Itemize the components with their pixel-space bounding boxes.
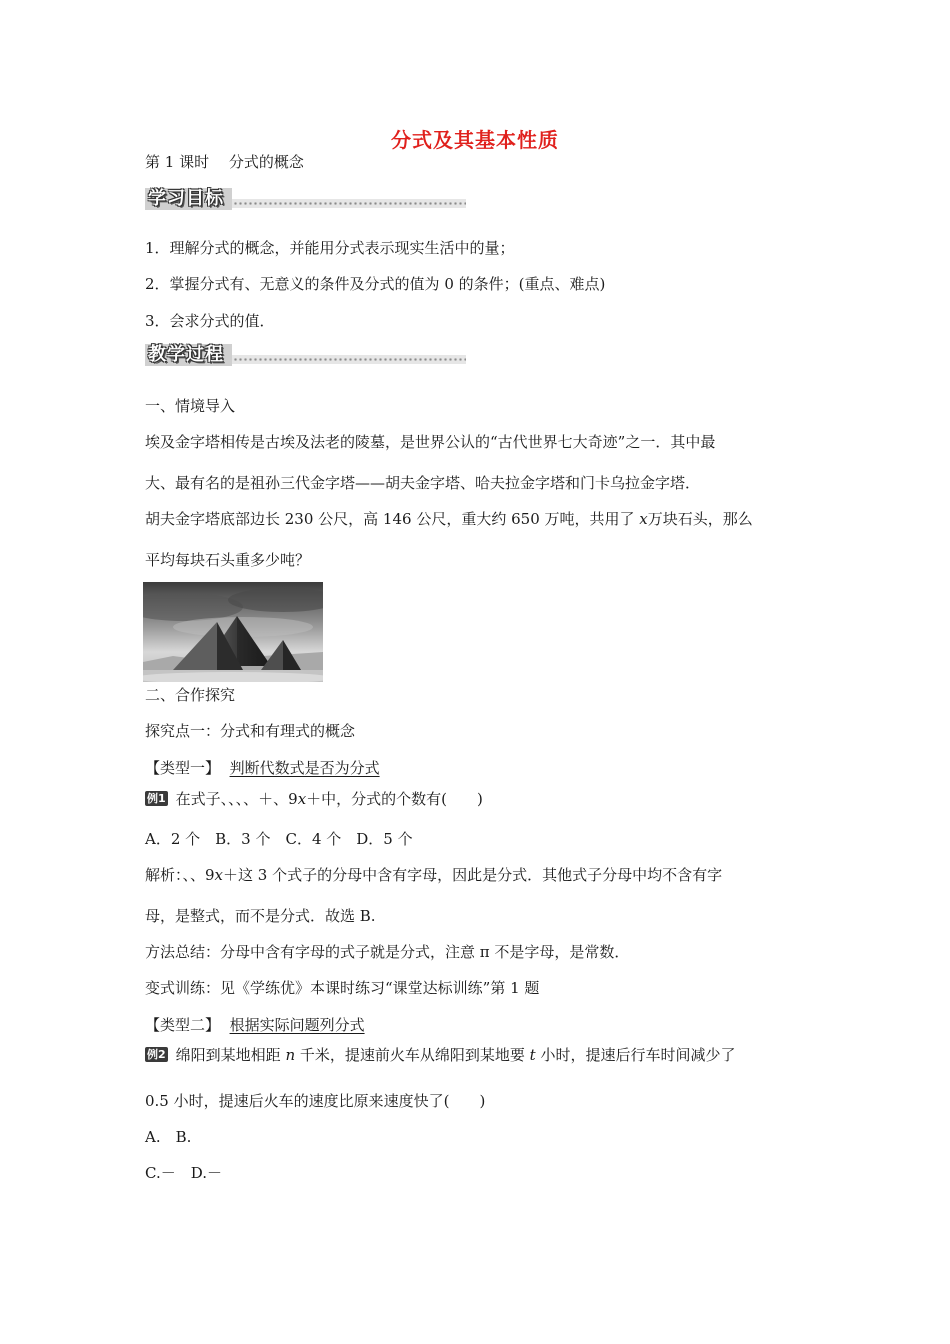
- part2-heading: 二、合作探究: [145, 686, 236, 704]
- pyramids-photo: [143, 582, 323, 682]
- example-2-options-cd: C.－ D.－: [145, 1164, 222, 1182]
- text-run: 万块石头，那么: [647, 510, 753, 528]
- paragraph-line: 埃及金字塔相传是古埃及法老的陵墓，是世界公认的“古代世界七大奇迹”之一．其中最: [145, 433, 716, 451]
- analysis-line-1: [145, 865, 722, 885]
- method-summary: 方法总结：分母中含有字母的式子就是分式，注意 π 不是字母，是常数．: [145, 943, 630, 961]
- banner-label: 教学过程: [145, 344, 232, 366]
- variant-training: 变式训练：见《学练优》本课时练习“课堂达标训练”第 1 题: [145, 979, 540, 997]
- type-title: 判断代数式是否为分式: [229, 759, 380, 777]
- paragraph-line: 大、最有名的是祖孙三代金字塔——胡夫金字塔、哈夫拉金字塔和门卡乌拉金字塔．: [145, 474, 701, 492]
- paragraph-line: 平均每块石头重多少吨？: [145, 551, 311, 569]
- paragraph-line: [145, 509, 753, 529]
- example-2-question: [145, 1045, 735, 1065]
- explore-point-1: 探究点一：分式和有理式的概念: [145, 722, 356, 740]
- type-prefix: 【类型一】: [145, 759, 221, 777]
- type-1-heading: [145, 758, 380, 778]
- example-badge: 例2: [147, 1048, 166, 1061]
- text-run: ＋中，分式的个数有( ): [306, 790, 483, 808]
- example-1-options: A．2 个 B．3 个 C．4 个 D．5 个: [145, 830, 413, 848]
- text-run: 胡夫金字塔底部边长 230 公尺，高 146 公尺，重大约 650 万吨，共用了: [145, 510, 640, 528]
- text-run: 千米，提速前火车从绵阳到某地要: [295, 1046, 530, 1064]
- section-banner-goals: [145, 188, 466, 210]
- goal-item-2: 2．掌握分式有、无意义的条件及分式的值为 0 的条件；(重点、难点): [145, 275, 606, 293]
- example-badge: 例1: [147, 792, 166, 805]
- math-variable: x: [297, 790, 307, 808]
- type-2-heading: [145, 1015, 365, 1035]
- analysis-line-2: 母，是整式，而不是分式．故选 B.: [145, 907, 376, 925]
- goal-item-3: 3．会求分式的值．: [145, 312, 275, 330]
- math-variable: x: [214, 866, 224, 884]
- text-run: 小时，提速后行车时间减少了: [535, 1046, 736, 1064]
- banner-label: 学习目标: [145, 188, 232, 210]
- type-title: 根据实际问题列分式: [229, 1016, 365, 1034]
- example-1-question: [145, 789, 483, 809]
- text-run: ＋这 3 个式子的分母中含有字母，因此是分式．其他式子分母中均不含有字: [223, 866, 723, 884]
- part1-heading: 一、情境导入: [145, 397, 236, 415]
- goal-item-1: 1．理解分式的概念，并能用分式表示现实生活中的量；: [145, 239, 515, 257]
- type-prefix: 【类型二】: [145, 1016, 221, 1034]
- page-title: 分式及其基本性质: [391, 128, 559, 152]
- example-2-line-2: 0.5 小时，提速后火车的速度比原来速度快了( ): [145, 1092, 486, 1110]
- text-run: 在式子、、、、＋、9: [175, 790, 298, 808]
- text-run: 绵阳到某地相距: [175, 1046, 286, 1064]
- text-run: 解析：、、9: [145, 866, 215, 884]
- lesson-subtitle: 第 1 课时 分式的概念: [145, 153, 304, 171]
- math-variable: n: [285, 1046, 296, 1064]
- section-banner-process: [145, 344, 466, 366]
- math-variable: x: [639, 510, 648, 528]
- example-2-options-ab: A. B.: [145, 1128, 192, 1146]
- math-variable: t: [529, 1046, 536, 1064]
